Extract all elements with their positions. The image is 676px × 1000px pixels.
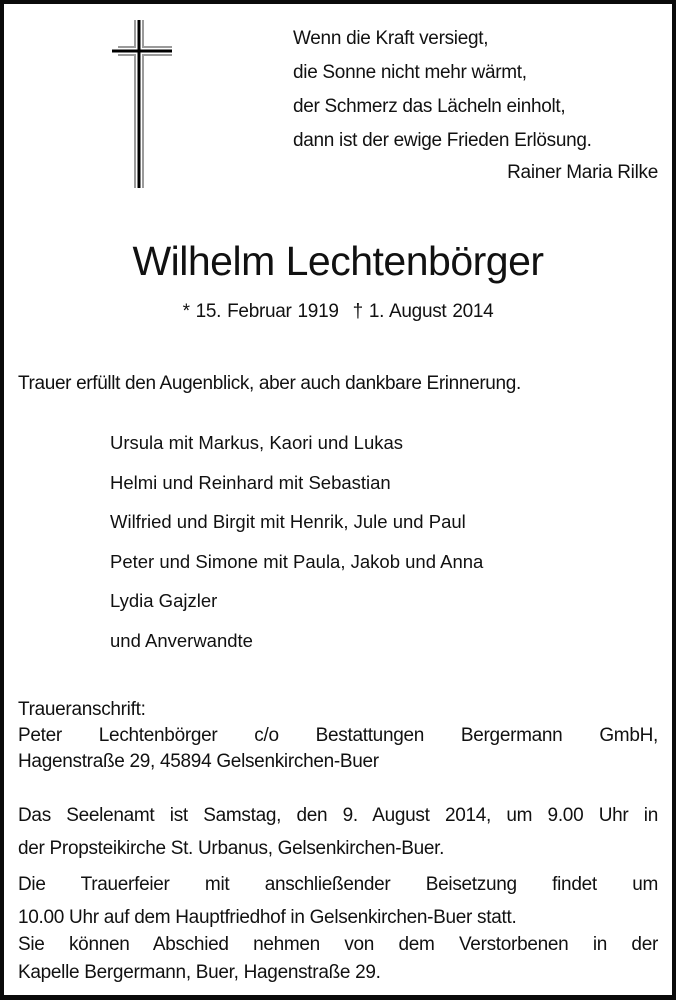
mass-line: Das Seelenamt ist Samstag, den 9. August 2014, um 9.00 Uhr in [18,805,658,826]
funeral-info [18,868,658,934]
family-member: Helmi und Reinhard mit Sebastian [110,471,391,493]
intro-text: Trauer erfüllt den Augenblick, aber auch dankbare Erinnerung. [18,373,521,394]
life-dates [0,301,676,323]
mourning-address [18,697,658,775]
family-member: Peter und Simone mit Paula, Jakob und Anna [110,550,484,572]
poem-author: Rainer Maria Rilke [507,162,658,183]
poem [293,22,663,158]
deceased-name: Wilhelm Lechtenbörger [132,238,544,284]
address-line: Hagenstraße 29, 45894 Gelsenkirchen-Buer [18,751,379,772]
family-list [110,423,483,661]
poem-line: Wenn die Kraft versiegt, [293,28,489,49]
funeral-line: Die Trauerfeier mit anschließender Beisetzung findet um [18,874,658,895]
family-member: Lydia Gajzler [110,590,218,612]
family-member: Wilfried und Birgit mit Henrik, Jule und Paul [110,511,466,533]
funeral-line: 10.00 Uhr auf dem Hauptfriedhof in Gelsenkirchen-Buer statt. [18,907,517,928]
death-date: † 1. August 2014 [352,301,494,322]
cross-icon [112,18,172,188]
family-member: Ursula mit Markus, Kaori und Lukas [110,432,404,453]
poem-line: die Sonne nicht mehr wärmt, [293,62,527,83]
poem-line: der Schmerz das Lächeln einholt, [293,96,566,117]
requiem-mass-info [18,799,658,865]
address-line: Peter Lechtenbörger c/o Bestattungen Bergermann GmbH, [18,725,658,746]
birth-date: * 15. Februar 1919 [182,301,339,322]
address-label: Traueranschrift: [18,699,146,720]
poem-line: dann ist der ewige Frieden Erlösung. [293,130,592,151]
farewell-line: Sie können Abschied nehmen von dem Verstorbenen in der [18,934,658,955]
mass-line: der Propsteikirche St. Urbanus, Gelsenkirchen-Buer. [18,838,445,859]
farewell-info [18,931,658,987]
family-member: und Anverwandte [110,629,253,651]
farewell-line: Kapelle Bergermann, Buer, Hagenstraße 29. [18,962,381,983]
